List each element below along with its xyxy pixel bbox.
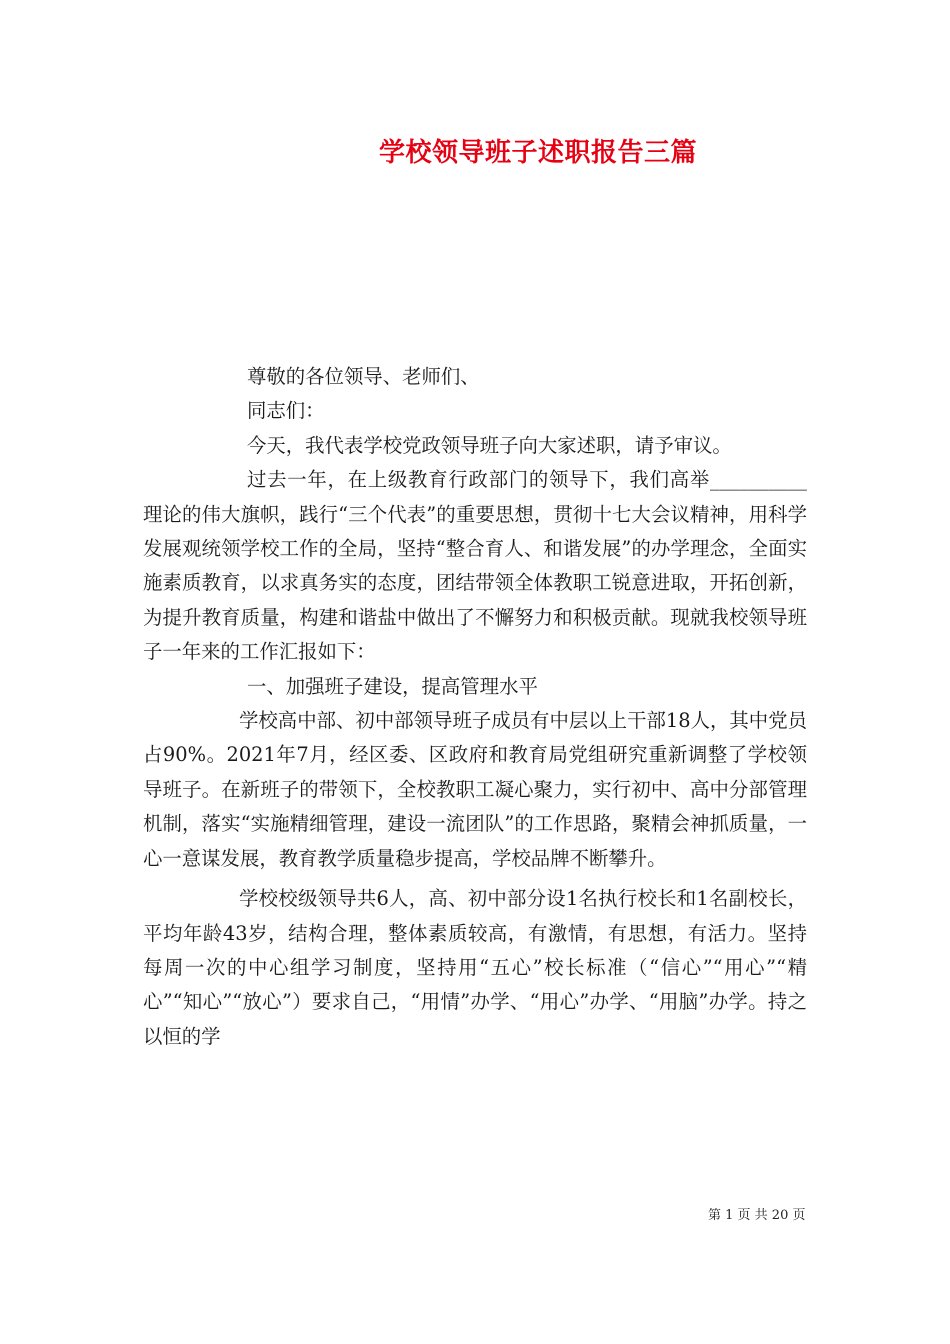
document-title: 学校领导班子述职报告三篇: [378, 138, 697, 168]
page-number-footer: 第 1 页 共 20 页: [708, 1208, 806, 1223]
intro-paragraph: 今天，我代表学校党政领导班子向大家述职，请予审议。: [247, 433, 732, 457]
overview-paragraph: 过去一年，在上级教育行政部门的领导下，我们高举__________理论的伟大旗帜，践行“三个代表”的重要思想，贯彻十七大会议精神，用科学发展观统领学校工作的全局，坚持“整合育人、和谐发展”的办学理念，全面实施素质教育，以求真务实的态度，团结带领全体教职工锐意进取，开拓创新，为提升教育质量，构建和谐盐中做出了不懈努力和积极贡献。现就我校领导班子一年来的工作汇报如下：: [143, 468, 807, 664]
salutation-line-1: 尊敬的各位领导、老师们、: [247, 365, 480, 388]
document-body: [143, 360, 807, 1054]
salutation-line-2: 同志们：: [247, 399, 325, 423]
team-composition-paragraph: 学校高中部、初中部领导班子成员有中层以上干部18人，其中党员占90%。2021年7月，经区委、区政府和教育局党组研究重新调整了学校领导班子。在新班子的带领下，全校教职工凝心聚力，实行初中、高中分部管理机制，落实“实施精细管理，建设一流团队”的工作思路，聚精会神抓质量，一心一意谋发展，教育教学质量稳步提高，学校品牌不断攀升。: [143, 709, 807, 870]
leadership-paragraph: 学校校级领导共6人，高、初中部分设1名执行校长和1名副校长，平均年龄43岁，结构合理，整体素质较高，有激情，有思想，有活力。坚持每周一次的中心组学习制度，坚持用“五心”校长标准（“信心”“用心”“精心”“知心”“放心”）要求自己，“用情”办学、“用心”办学、“用脑”办学。持之以恒的学: [143, 887, 807, 1048]
section-heading-1: 一、加强班子建设，提高管理水平: [247, 674, 538, 698]
